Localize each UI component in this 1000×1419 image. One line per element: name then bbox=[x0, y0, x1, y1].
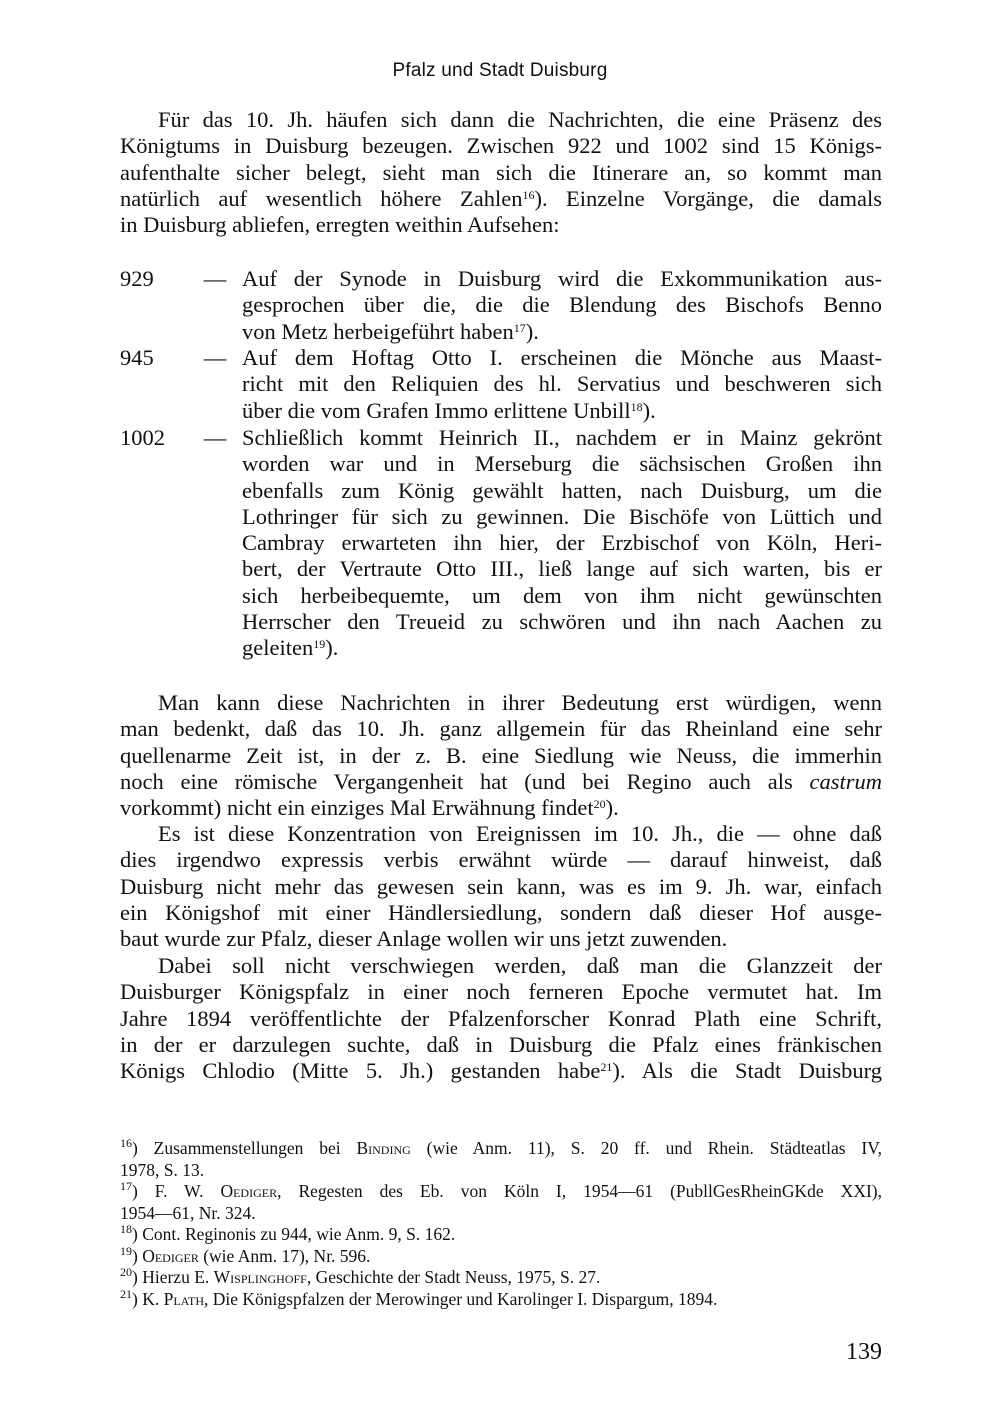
text-line: Dabei soll nicht verschwiegen werden, daß man die Glanzzeit der bbox=[158, 953, 882, 978]
text-line: von Metz herbeigeführt haben$^{17}$). bbox=[242, 318, 539, 344]
text-line: baut wurde zur Pfalz, dieser Anlage wollen wir uns jetzt zuwenden. bbox=[120, 926, 728, 952]
text-line: Lothringer für sich zu gewinnen. Die Bischöfe von Lüttich und bbox=[242, 503, 882, 529]
text-line: Cambray erwarteten ihn hier, der Erzbischof von Köln, Heri- bbox=[242, 530, 882, 556]
text-line: noch eine römische Vergangenheit hat (und bei Regino auch als castrum bbox=[120, 768, 882, 794]
entry-year: 945 bbox=[120, 345, 154, 370]
entry-dash: — bbox=[203, 345, 227, 370]
footnote-ref[interactable]: 20 bbox=[593, 797, 606, 812]
text-line: Auf der Synode in Duisburg wird die Exkommunikation aus- bbox=[242, 266, 882, 291]
footnote-17 bbox=[120, 1181, 882, 1224]
entry-text bbox=[242, 425, 882, 662]
text-line: Duisburger Königspfalz in einer noch ferneren Epoche vermutet hat. Im bbox=[120, 979, 882, 1005]
text-line: 1954—61, Nr. 324. bbox=[120, 1202, 256, 1223]
running-header: Pfalz und Stadt Duisburg bbox=[392, 60, 608, 81]
footnote-16 bbox=[120, 1138, 882, 1181]
footnote-number: 17 bbox=[120, 1179, 132, 1193]
text-line: in der er darzulegen suchte, daß in Duisburg die Pfalz eines fränkischen bbox=[120, 1031, 882, 1057]
text-line: dies irgendwo expressis verbis erwähnt würde — darauf hinweist, daß bbox=[120, 847, 882, 873]
footnote-19 bbox=[120, 1243, 882, 1268]
text-line: Königs Chlodio (Mitte 5. Jh.) gestanden habe$^{21}$). Als die Stadt Duisburg bbox=[120, 1058, 882, 1084]
footnote-number: 20 bbox=[120, 1265, 132, 1279]
entry-text bbox=[242, 266, 882, 345]
text-line: Auf dem Hoftag Otto I. erscheinen die Mönche aus Maast- bbox=[242, 345, 882, 370]
text-line: $^{17}$) F. W. Oediger, Regesten des Eb. von Köln I, 1954—61 (PubllGesRheinGKde XXI), bbox=[120, 1179, 882, 1201]
text-line: ebenfalls zum König gewählt hatten, nach Duisburg, um die bbox=[242, 477, 882, 503]
text-line: $^{16}$) Zusammenstellungen bei Binding (wie Anm. 11), S. 20 ff. und Rhein. Städteatlas IV, bbox=[120, 1136, 882, 1158]
text-line: $^{21}$) K. Plath, Die Königspfalzen der Merowinger und Karolinger I. Dispargum, 1894. bbox=[120, 1286, 718, 1309]
footnote-number: 21 bbox=[120, 1286, 132, 1301]
author-name: Binding bbox=[356, 1138, 411, 1158]
text-line: in Duisburg abliefen, erregten weithin Aufsehen: bbox=[120, 212, 560, 238]
text-line: aufenthalte sicher belegt, sieht man sich die Itinerare an, so kommt man bbox=[120, 159, 882, 185]
entry-dash: — bbox=[203, 266, 227, 291]
text-line: geleiten$^{19}$). bbox=[242, 635, 339, 661]
text-line: Für das 10. Jh. häufen sich dann die Nachrichten, die eine Präsenz des bbox=[158, 107, 882, 132]
text-line: sich herbeibequemte, um dem von ihm nicht gewünschten bbox=[242, 582, 882, 608]
text-line: $^{18}$) Cont. Reginonis zu 944, wie Anm. 9, S. 162. bbox=[120, 1222, 456, 1244]
text-line: richt mit den Reliquien des hl. Servatius und beschweren sich bbox=[242, 371, 882, 397]
text-line: $^{19}$) Oediger (wie Anm. 17), Nr. 596. bbox=[120, 1243, 371, 1266]
footnote-number: 19 bbox=[120, 1243, 132, 1258]
author-name: Plath bbox=[163, 1288, 204, 1309]
chronicle-entry-1002 bbox=[120, 425, 882, 665]
text-line: natürlich auf wesentlich höhere Zahlen$^{16}$). Einzelne Vorgänge, die damals bbox=[120, 185, 882, 211]
latin-term: castrum bbox=[809, 768, 882, 794]
chronicle-entry-945 bbox=[120, 345, 882, 425]
text-line: worden war und in Merseburg die sächsischen Großen ihn bbox=[242, 451, 882, 477]
entry-year: 1002 bbox=[120, 425, 165, 450]
text-line: Königtums in Duisburg bezeugen. Zwischen 922 und 1002 sind 15 Königs- bbox=[120, 133, 882, 159]
author-name: Oediger bbox=[220, 1181, 278, 1201]
text-line: gesprochen über die, die die Blendung des Bischofs Benno bbox=[242, 292, 882, 318]
entry-year: 929 bbox=[120, 266, 154, 291]
footnote-ref[interactable]: 19 bbox=[313, 637, 326, 652]
text-line: vorkommt) nicht ein einziges Mal Erwähnung findet$^{20}$). bbox=[120, 795, 619, 821]
author-name: Oediger bbox=[142, 1245, 199, 1266]
text-line: Jahre 1894 veröffentlichte der Pfalzenforscher Konrad Plath eine Schrift, bbox=[120, 1005, 882, 1031]
entry-dash: — bbox=[203, 425, 227, 450]
footnotes bbox=[120, 1138, 882, 1310]
text-line: quellenarme Zeit ist, in der z. B. eine Siedlung wie Neuss, die immerhin bbox=[120, 742, 882, 768]
footnote-ref[interactable]: 17 bbox=[513, 320, 526, 335]
text-line: man bedenkt, daß das 10. Jh. ganz allgemein für das Rheinland eine sehr bbox=[120, 716, 882, 742]
text-line: Es ist diese Konzentration von Ereignissen im 10. Jh., die — ohne daß bbox=[158, 821, 882, 846]
text-line: ein Königshof mit einer Händlersiedlung, sondern daß dieser Hof ausge- bbox=[120, 899, 882, 925]
text-line: Duisburg nicht mehr das gewesen sein kann, was es im 9. Jh. war, einfach bbox=[120, 873, 882, 899]
author-name: Wisplinghoff bbox=[213, 1267, 307, 1287]
paragraph-2 bbox=[120, 690, 882, 821]
text-line: bert, der Vertraute Otto III., ließ lange auf sich warten, bis er bbox=[242, 556, 882, 582]
chronicle-entry-929 bbox=[120, 266, 882, 346]
text-line: über die vom Grafen Immo erlittene Unbill$^{18}$). bbox=[242, 397, 656, 423]
footnote-18 bbox=[120, 1224, 882, 1246]
paragraph-1 bbox=[120, 107, 882, 238]
footnote-number: 18 bbox=[120, 1222, 132, 1236]
text-line: Herrscher den Treueid zu schwören und ihn nach Aachen zu bbox=[242, 609, 882, 635]
paragraph-4 bbox=[120, 953, 882, 1084]
footnote-number: 16 bbox=[120, 1136, 132, 1150]
footnote-20 bbox=[120, 1267, 882, 1289]
footnote-ref[interactable]: 21 bbox=[600, 1060, 613, 1075]
footnote-ref[interactable]: 18 bbox=[630, 399, 643, 414]
entry-text bbox=[242, 345, 882, 424]
page-number: 139 bbox=[846, 1339, 882, 1365]
footnote-21 bbox=[120, 1286, 882, 1311]
text-line: Schließlich kommt Heinrich II., nachdem er in Mainz gekrönt bbox=[242, 425, 882, 450]
paragraph-3 bbox=[120, 821, 882, 952]
footnote-ref[interactable]: 16 bbox=[522, 187, 535, 202]
text-line: Man kann diese Nachrichten in ihrer Bedeutung erst würdigen, wenn bbox=[158, 690, 882, 715]
text-line: 1978, S. 13. bbox=[120, 1159, 205, 1180]
text-line: $^{20}$) Hierzu E. Wisplinghoff, Geschichte der Stadt Neuss, 1975, S. 27. bbox=[120, 1265, 601, 1287]
